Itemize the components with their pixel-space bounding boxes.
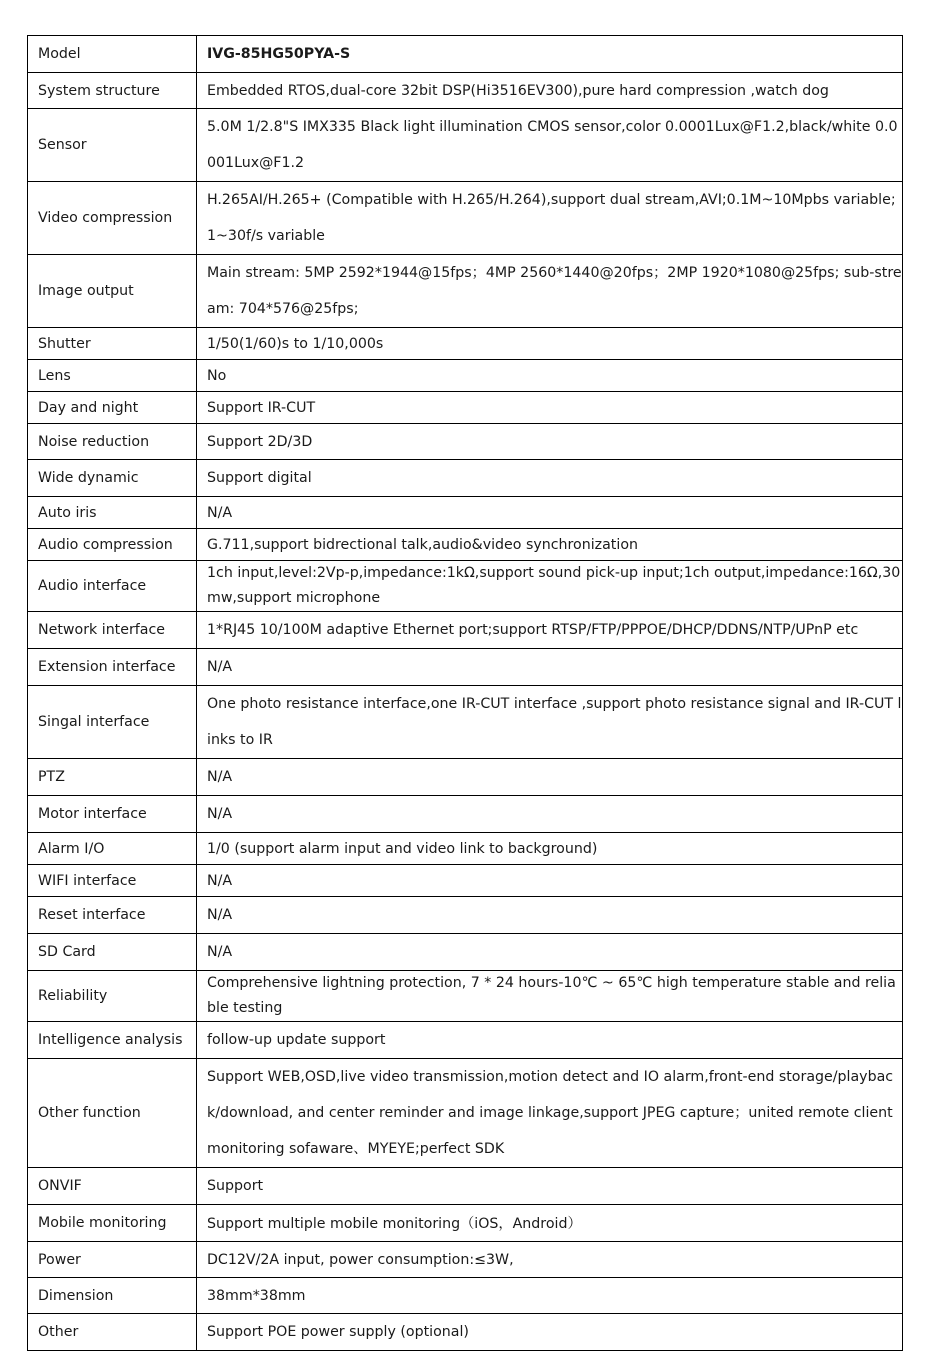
spec-value: N/A <box>197 796 903 833</box>
spec-row <box>28 529 903 561</box>
spec-value: DC12V/2A input, power consumption:≤3W, <box>197 1242 903 1278</box>
spec-row <box>28 109 903 182</box>
spec-value: Main stream: 5MP 2592*1944@15fps；4MP 2560*1440@20fps；2MP 1920*1080@25fps; sub-stream: 704*576@25fps; <box>197 255 903 328</box>
spec-label: Audio interface <box>28 561 197 612</box>
spec-label: Lens <box>28 360 197 392</box>
spec-row <box>28 460 903 497</box>
spec-label: SD Card <box>28 934 197 971</box>
spec-value: follow-up update support <box>197 1022 903 1059</box>
spec-value: 1/50(1/60)s to 1/10,000s <box>197 328 903 360</box>
spec-label: Mobile monitoring <box>28 1205 197 1242</box>
spec-row <box>28 36 903 73</box>
spec-row <box>28 1205 903 1242</box>
spec-row <box>28 328 903 360</box>
spec-row <box>28 934 903 971</box>
spec-row <box>28 392 903 424</box>
spec-value: 1ch input,level:2Vp-p,impedance:1kΩ,support sound pick-up input;1ch output,impedance:16Ω,30mw,support microphone <box>197 561 903 612</box>
spec-value: Support multiple mobile monitoring（iOS，Android） <box>197 1205 903 1242</box>
spec-row <box>28 1022 903 1059</box>
spec-value: N/A <box>197 497 903 529</box>
spec-table <box>27 35 903 1351</box>
spec-value: H.265AI/H.265+ (Compatible with H.265/H.264),support dual stream,AVI;0.1M~10Mpbs variable;1~30f/s variable <box>197 182 903 255</box>
spec-value: Support IR-CUT <box>197 392 903 424</box>
spec-value: Comprehensive lightning protection, 7 * 24 hours-10℃ ~ 65℃ high temperature stable and reliable testing <box>197 971 903 1022</box>
spec-label: Image output <box>28 255 197 328</box>
spec-label: Singal interface <box>28 686 197 759</box>
spec-label: WIFI interface <box>28 865 197 897</box>
spec-label: Reliability <box>28 971 197 1022</box>
spec-label: Video compression <box>28 182 197 255</box>
spec-row <box>28 759 903 796</box>
spec-value: IVG-85HG50PYA-S <box>197 36 903 73</box>
spec-label: Other <box>28 1314 197 1351</box>
spec-value: 38mm*38mm <box>197 1278 903 1314</box>
spec-label: Dimension <box>28 1278 197 1314</box>
spec-row <box>28 424 903 460</box>
spec-row <box>28 897 903 934</box>
spec-label: Noise reduction <box>28 424 197 460</box>
spec-row <box>28 561 903 612</box>
spec-label: Model <box>28 36 197 73</box>
spec-value: One photo resistance interface,one IR-CUT interface ,support photo resistance signal and IR-CUT links to IR <box>197 686 903 759</box>
spec-value: 5.0M 1/2.8"S IMX335 Black light illumination CMOS sensor,color 0.0001Lux@F1.2,black/white 0.0001Lux@F1.2 <box>197 109 903 182</box>
spec-row <box>28 971 903 1022</box>
spec-row <box>28 796 903 833</box>
spec-label: Power <box>28 1242 197 1278</box>
spec-label: Sensor <box>28 109 197 182</box>
spec-value: Support WEB,OSD,live video transmission,motion detect and IO alarm,front-end storage/playback/download, and center reminder and image linkage,support JPEG capture；united remote client monitoring sofaware、MYEYE;perfect SDK <box>197 1059 903 1168</box>
spec-label: Wide dynamic <box>28 460 197 497</box>
spec-row <box>28 1168 903 1205</box>
spec-row <box>28 1059 903 1168</box>
spec-value: 1/0 (support alarm input and video link to background) <box>197 833 903 865</box>
spec-label: Extension interface <box>28 649 197 686</box>
spec-row <box>28 686 903 759</box>
spec-value: N/A <box>197 649 903 686</box>
spec-value: Support 2D/3D <box>197 424 903 460</box>
spec-row <box>28 360 903 392</box>
spec-value: N/A <box>197 934 903 971</box>
spec-row <box>28 865 903 897</box>
spec-value: G.711,support bidrectional talk,audio&video synchronization <box>197 529 903 561</box>
spec-row <box>28 1278 903 1314</box>
spec-label: Intelligence analysis <box>28 1022 197 1059</box>
spec-row <box>28 1314 903 1351</box>
spec-row <box>28 649 903 686</box>
spec-label: PTZ <box>28 759 197 796</box>
spec-label: Reset interface <box>28 897 197 934</box>
spec-label: Alarm I/O <box>28 833 197 865</box>
spec-row <box>28 497 903 529</box>
spec-row <box>28 73 903 109</box>
spec-row <box>28 612 903 649</box>
spec-label: Motor interface <box>28 796 197 833</box>
spec-value: Support digital <box>197 460 903 497</box>
spec-label: Day and night <box>28 392 197 424</box>
spec-label: Shutter <box>28 328 197 360</box>
spec-row <box>28 1242 903 1278</box>
spec-value: Support POE power supply (optional) <box>197 1314 903 1351</box>
spec-value: N/A <box>197 759 903 796</box>
spec-value: 1*RJ45 10/100M adaptive Ethernet port;support RTSP/FTP/PPPOE/DHCP/DDNS/NTP/UPnP etc <box>197 612 903 649</box>
spec-label: Other function <box>28 1059 197 1168</box>
spec-label: Auto iris <box>28 497 197 529</box>
spec-row <box>28 255 903 328</box>
spec-label: ONVIF <box>28 1168 197 1205</box>
spec-row <box>28 182 903 255</box>
spec-value: N/A <box>197 865 903 897</box>
spec-value: Support <box>197 1168 903 1205</box>
spec-value: N/A <box>197 897 903 934</box>
spec-value: Embedded RTOS,dual-core 32bit DSP(Hi3516EV300),pure hard compression ,watch dog <box>197 73 903 109</box>
spec-label: Network interface <box>28 612 197 649</box>
spec-label: Audio compression <box>28 529 197 561</box>
spec-row <box>28 833 903 865</box>
spec-value: No <box>197 360 903 392</box>
spec-label: System structure <box>28 73 197 109</box>
